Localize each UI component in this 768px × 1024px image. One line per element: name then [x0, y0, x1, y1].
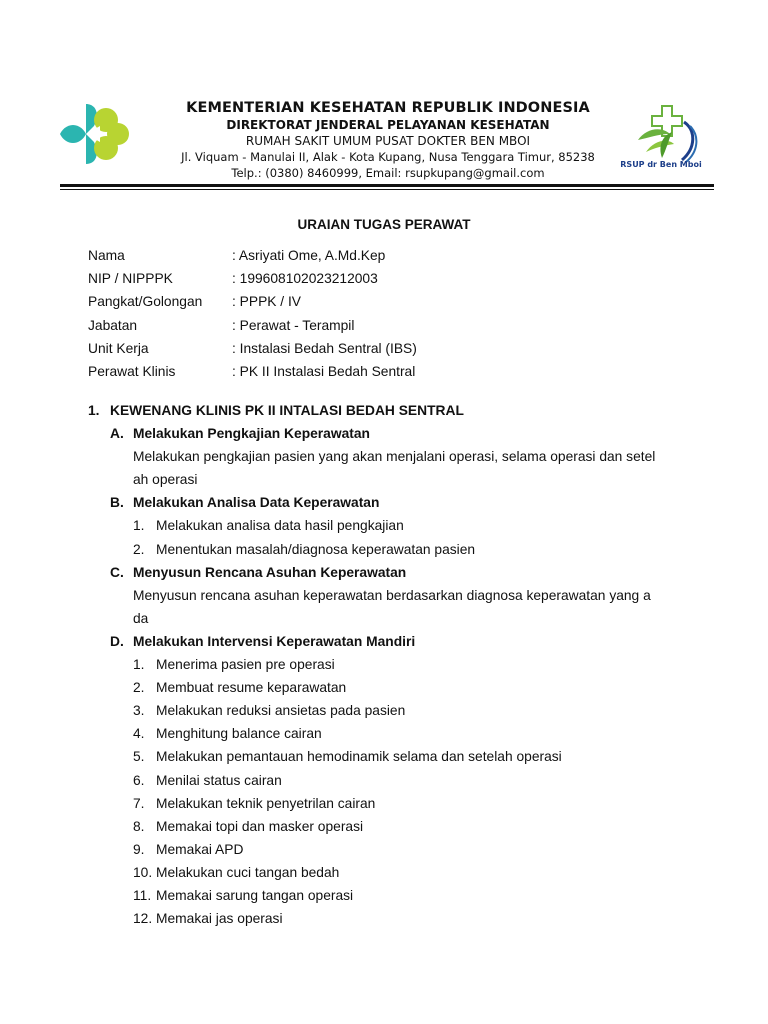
- list-number: 5.: [133, 749, 145, 765]
- subsection-letter: D.: [110, 633, 124, 649]
- list-number: 2.: [133, 680, 145, 696]
- identity-label: Pangkat/Golongan: [88, 294, 203, 310]
- list-text: Menentukan masalah/diagnosa keperawatan pasien: [156, 541, 476, 557]
- list-text: Menilai status cairan: [156, 772, 282, 788]
- directorate-name: DIREKTORAT JENDERAL PELAYANAN KESEHATAN: [226, 118, 550, 132]
- list-text: Membuat resume keparawatan: [156, 680, 347, 696]
- hospital-contact: Telp.: (0380) 8460999, Email: rsupkupang@gmail.com: [231, 166, 545, 180]
- list-text: Memakai APD: [156, 841, 244, 857]
- list-item: [88, 722, 728, 745]
- identity-label: Nama: [88, 248, 125, 263]
- list-text: Melakukan cuci tangan bedah: [156, 864, 340, 880]
- list-number: 3.: [133, 703, 145, 719]
- list-number: 6.: [133, 772, 145, 788]
- list-item: [88, 815, 728, 838]
- section-kewenangan-klinis: [88, 399, 728, 930]
- letterhead-divider: [60, 184, 714, 187]
- subsection-title: Melakukan Intervensi Keperawatan Mandiri: [133, 633, 416, 649]
- identity-row-nama: [88, 244, 648, 267]
- subsection-heading-a: [88, 422, 728, 445]
- list-text: Memakai sarung tangan operasi: [156, 887, 354, 903]
- section-title: KEWENANG KLINIS PK II INTALASI BEDAH SENTRAL: [110, 403, 464, 418]
- list-number: 4.: [133, 726, 145, 742]
- list-number: 2.: [133, 541, 145, 557]
- list-item: [88, 838, 728, 861]
- list-text: Melakukan pemantauan hemodinamik selama dan setelah operasi: [156, 749, 562, 765]
- subsection-paragraph-c: [133, 584, 683, 630]
- identity-value: : Asriyati Ome, A.Md.Kep: [232, 248, 386, 263]
- list-text: Memakai topi dan masker operasi: [156, 818, 364, 834]
- subsection-letter: A.: [110, 426, 124, 442]
- list-item: [88, 676, 728, 699]
- hospital-name: RUMAH SAKIT UMUM PUSAT DOKTER BEN MBOI: [245, 134, 531, 148]
- subsection-title: Melakukan Pengkajian Keperawatan: [133, 426, 370, 442]
- list-text: Memakai jas operasi: [156, 911, 283, 927]
- identity-value: : Perawat - Terampil: [232, 317, 355, 333]
- list-item: [88, 884, 728, 907]
- list-text: Melakukan teknik penyetrilan cairan: [156, 795, 376, 811]
- identity-label: Jabatan: [88, 317, 138, 333]
- list-text: Menerima pasien pre operasi: [156, 657, 335, 673]
- list-item: [88, 699, 728, 722]
- identity-row-perawat-klinis: [88, 360, 648, 383]
- list-text: Menghitung balance cairan: [156, 726, 322, 742]
- list-number: 10.: [133, 864, 153, 880]
- letterhead-text: [168, 100, 608, 181]
- kemenkes-logo-icon: [56, 100, 132, 168]
- list-number: 7.: [133, 795, 145, 811]
- identity-row-pangkat: [88, 290, 648, 313]
- list-number: 12.: [133, 911, 153, 927]
- identity-label: Unit Kerja: [88, 340, 149, 356]
- list-text: Melakukan reduksi ansietas pada pasien: [156, 703, 406, 719]
- section-number: 1.: [88, 403, 100, 418]
- list-item: [88, 745, 728, 768]
- subsection-heading-c: [88, 561, 728, 584]
- list-item: [88, 792, 728, 815]
- subsection-heading-b: [88, 491, 728, 514]
- paragraph-line: ah operasi: [133, 472, 198, 488]
- paragraph-line: Melakukan pengkajian pasien yang akan menjalani operasi, selama operasi dan setel: [133, 449, 656, 465]
- subsection-title: Melakukan Analisa Data Keperawatan: [133, 495, 380, 511]
- ministry-name: KEMENTERIAN KESEHATAN REPUBLIK INDONESIA: [186, 100, 590, 116]
- letterhead: [0, 0, 768, 196]
- rsup-logo-caption: RSUP dr Ben Mboi: [620, 160, 702, 169]
- list-number: 1.: [133, 518, 145, 534]
- identity-row-jabatan: [88, 314, 648, 337]
- identity-row-unit-kerja: [88, 337, 648, 360]
- identity-value: : PPPK / IV: [232, 294, 302, 310]
- list-item: [88, 769, 728, 792]
- list-item: [88, 538, 728, 561]
- paragraph-line: da: [133, 610, 149, 626]
- section-heading: [88, 399, 728, 422]
- subsection-letter: C.: [110, 564, 124, 580]
- list-item: [88, 514, 728, 537]
- subsection-letter: B.: [110, 495, 124, 511]
- identity-value: : PK II Instalasi Bedah Sentral: [232, 363, 416, 379]
- list-item: [88, 907, 728, 930]
- list-number: 9.: [133, 841, 145, 857]
- identity-label: NIP / NIPPPK: [88, 271, 173, 287]
- hospital-address: Jl. Viquam - Manulai II, Alak - Kota Kupang, Nusa Tenggara Timur, 85238: [181, 150, 595, 164]
- list-text: Melakukan analisa data hasil pengkajian: [156, 518, 404, 534]
- list-number: 1.: [133, 657, 145, 673]
- identity-value: : Instalasi Bedah Sentral (IBS): [232, 340, 417, 356]
- list-item: [88, 861, 728, 884]
- list-number: 8.: [133, 818, 145, 834]
- identity-value: : 199608102023212003: [232, 271, 378, 287]
- document-title: URAIAN TUGAS PERAWAT: [297, 217, 471, 232]
- subsection-title: Menyusun Rencana Asuhan Keperawatan: [133, 564, 407, 580]
- identity-block: [88, 244, 648, 383]
- subsection-heading-d: [88, 630, 728, 653]
- list-number: 11.: [133, 887, 152, 903]
- letterhead-divider-thin: [60, 189, 714, 190]
- list-item: [88, 653, 728, 676]
- paragraph-line: Menyusun rencana asuhan keperawatan berdasarkan diagnosa keperawatan yang a: [133, 587, 651, 603]
- subsection-paragraph-a: [133, 445, 683, 491]
- identity-label: Perawat Klinis: [88, 363, 176, 379]
- identity-row-nip: [88, 267, 648, 290]
